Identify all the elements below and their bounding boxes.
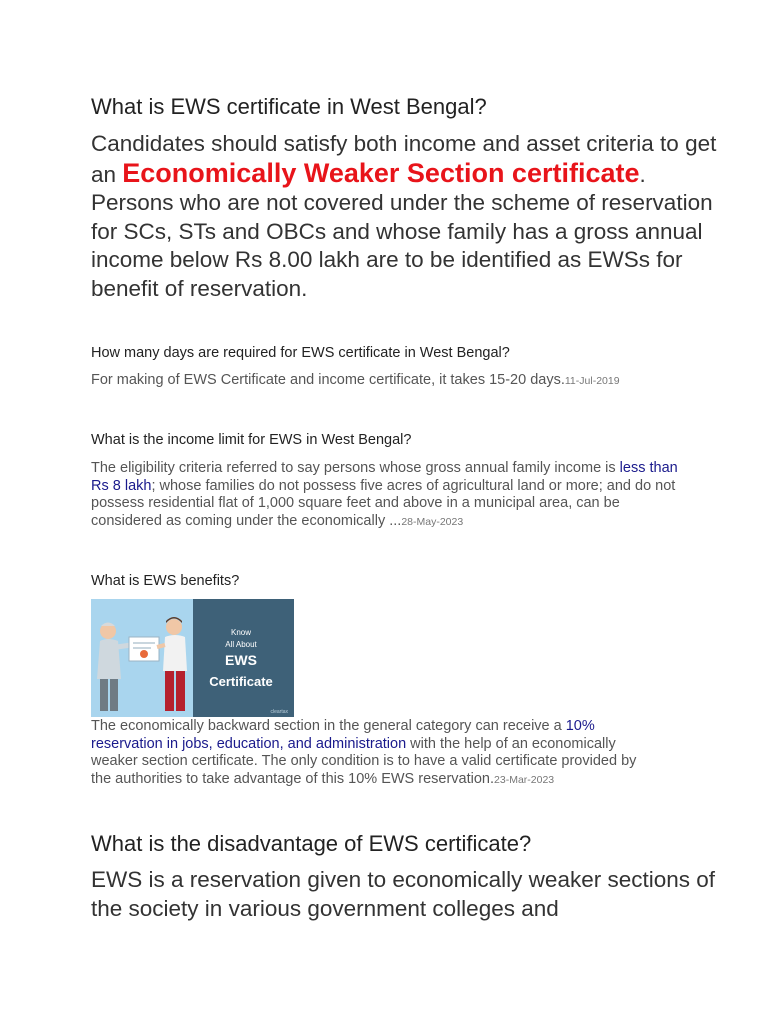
answer-text: For making of EWS Certificate and income certificate, it takes 15-20 days. [91, 372, 565, 388]
answer-highlight-link[interactable]: 10% reservation in jobs, education, and administration [91, 718, 595, 752]
ews-certificate-thumbnail[interactable] [91, 599, 294, 717]
answer-date: 28-May-2023 [401, 515, 464, 528]
question-days-required: How many days are required for EWS certificate in West Bengal? [91, 345, 510, 361]
thumbnail-line-ews: EWS [225, 652, 257, 668]
answer-highlight-link[interactable]: less than Rs 8 lakh [91, 460, 678, 494]
intro-text-before: Candidates should satisfy both income and asset criteria to get an [91, 131, 717, 187]
answer-text-after: ; whose families do not possess five acres of agricultural land or more; and do not possess residential flat of 1,000 square feet and above in a municipal area, can be considered as coming under the economically ... [91, 477, 676, 529]
answer-date: 23-Mar-2023 [494, 773, 555, 786]
heading-disadvantage: What is the disadvantage of EWS certificate? [91, 831, 532, 856]
answer-date: 11-Jul-2019 [564, 375, 620, 387]
question-ews-benefits: What is EWS benefits? [91, 573, 240, 589]
answer-text-before: The eligibility criteria referred to say persons whose gross annual family income is [91, 460, 620, 476]
intro-emphasis-link[interactable]: Economically Weaker Section certificate [122, 157, 640, 188]
answer-text-after: with the help of an economically weaker section certificate. The only condition is to have a valid certificate provided by the authorities to take advantage of this 10% EWS reservation. [91, 735, 637, 787]
answer-text-before: The economically backward section in the general category can receive a [91, 718, 566, 734]
answer-days-required [91, 372, 711, 391]
thumbnail-line-know: Know [230, 628, 252, 637]
thumbnail-brand-logo: cleartax [270, 709, 288, 715]
intro-paragraph [91, 130, 731, 303]
thumbnail-illustration [91, 599, 294, 717]
thumbnail-line-certificate: Certificate [209, 674, 273, 689]
thumbnail-line-all-about: All About [225, 640, 257, 649]
certificate-paper [129, 637, 159, 661]
question-income-limit: What is the income limit for EWS in West Bengal? [91, 432, 412, 448]
answer-income-limit [91, 460, 691, 531]
outro-paragraph: EWS is a reservation given to economically weaker sections of the society in various government colleges and [91, 867, 716, 921]
intro-text-after: . Persons who are not covered under the scheme of reservation for SCs, STs and OBCs and whose family has a gross annual income below Rs 8.00 lakh are to be identified as EWSs for benefit of reservation. [91, 161, 713, 301]
heading-what-is-ews: What is EWS certificate in West Bengal? [91, 94, 487, 119]
answer-ews-benefits [91, 718, 651, 789]
